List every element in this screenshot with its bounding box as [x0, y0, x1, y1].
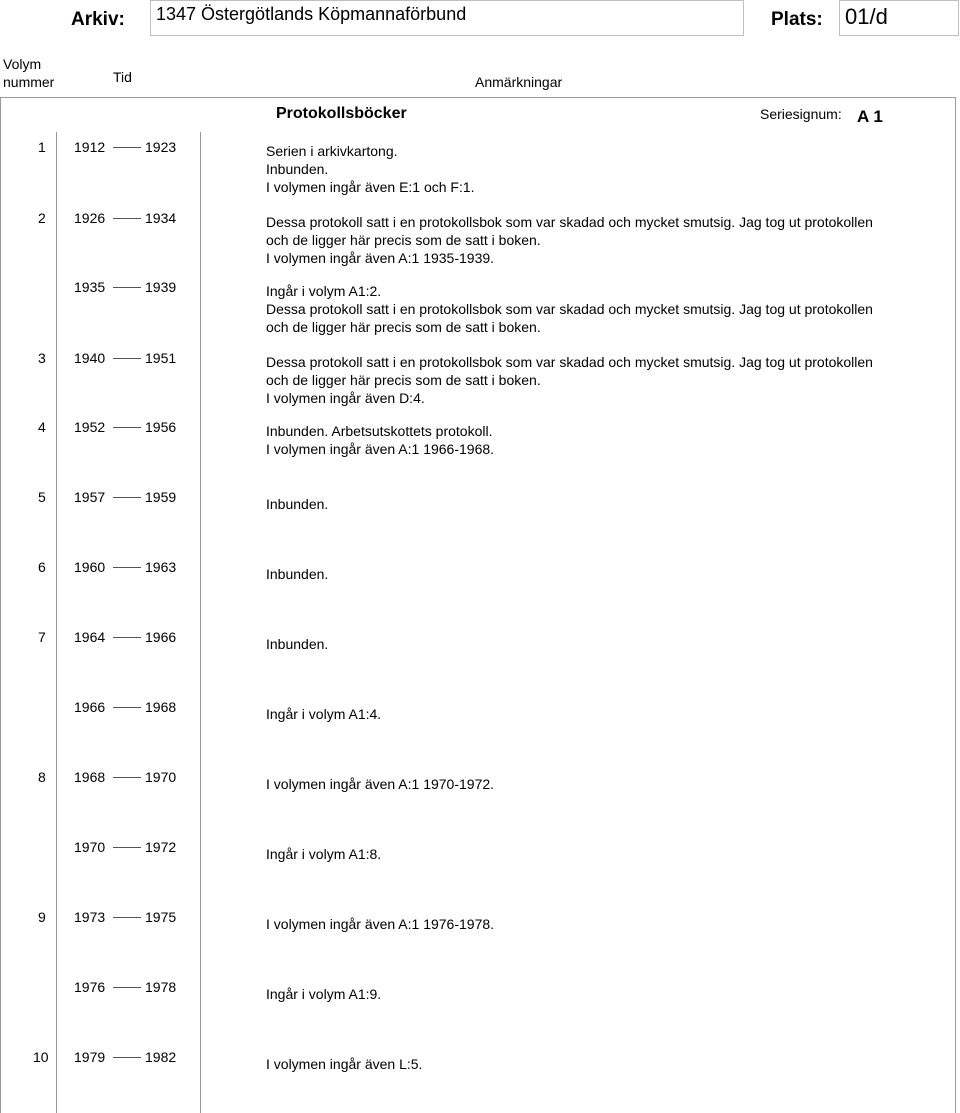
- remark-line: Inbunden. Arbetsutskottets protokoll.: [266, 423, 493, 439]
- series-signum-label: Seriesignum:: [760, 106, 842, 122]
- remark-line: Inbunden.: [266, 161, 329, 177]
- year-from: 1976: [74, 979, 106, 995]
- year-from: 1940: [74, 350, 106, 366]
- col-volym-line2: nummer: [3, 74, 55, 90]
- volume-number: 6: [38, 559, 46, 575]
- remark-line: I volymen ingår även D:4.: [266, 390, 425, 406]
- year-to: 1923: [145, 139, 177, 155]
- year-from: 1957: [74, 489, 106, 505]
- remark-line: och de ligger här precis som de satt i boken.: [266, 319, 541, 335]
- remark-line: I volymen ingår även A:1 1970-1972.: [266, 776, 495, 792]
- arkiv-label: Arkiv:: [71, 9, 125, 30]
- year-to: 1982: [145, 1049, 177, 1065]
- year-range-dash: [113, 777, 141, 778]
- volume-number: 10: [33, 1049, 49, 1065]
- volume-number: 3: [38, 350, 46, 366]
- year-range-dash: [113, 917, 141, 918]
- year-to: 1939: [145, 279, 177, 295]
- year-range-dash: [113, 567, 141, 568]
- remark-line: Inbunden.: [266, 636, 329, 652]
- remark-line: Dessa protokoll satt i en protokollsbok som var skadad och mycket smutsig. Jag tog ut protokollen: [266, 214, 873, 230]
- volume-number: 2: [38, 210, 46, 226]
- volume-number: 5: [38, 489, 46, 505]
- year-range-dash: [113, 147, 141, 148]
- year-range-dash: [113, 358, 141, 359]
- remark-line: Inbunden.: [266, 566, 329, 582]
- year-range-dash: [113, 637, 141, 638]
- col-anmarkningar: Anmärkningar: [475, 74, 563, 90]
- year-to: 1978: [145, 979, 177, 995]
- year-range-dash: [113, 497, 141, 498]
- year-from: 1966: [74, 699, 106, 715]
- series-title: Protokollsböcker: [276, 105, 407, 122]
- year-to: 1951: [145, 350, 177, 366]
- remark-line: I volymen ingår även A:1 1935-1939.: [266, 250, 495, 266]
- year-to: 1963: [145, 559, 177, 575]
- year-to: 1975: [145, 909, 177, 925]
- year-from: 1952: [74, 419, 106, 435]
- tid-column-divider: [200, 132, 201, 1113]
- remark-line: Dessa protokoll satt i en protokollsbok som var skadad och mycket smutsig. Jag tog ut protokollen: [266, 354, 873, 370]
- volume-number: 1: [38, 139, 46, 155]
- remark-line: I volymen ingår även L:5.: [266, 1056, 423, 1072]
- remark-line: och de ligger här precis som de satt i boken.: [266, 232, 541, 248]
- year-from: 1973: [74, 909, 106, 925]
- remark-line: I volymen ingår även E:1 och F:1.: [266, 179, 475, 195]
- year-to: 1934: [145, 210, 177, 226]
- top-rule: [0, 97, 956, 98]
- year-range-dash: [113, 987, 141, 988]
- remark-line: Ingår i volym A1:8.: [266, 846, 382, 862]
- year-from: 1970: [74, 839, 106, 855]
- remark-line: Ingår i volym A1:2.: [266, 283, 382, 299]
- remark-line: Ingår i volym A1:4.: [266, 706, 382, 722]
- remark-line: och de ligger här precis som de satt i boken.: [266, 372, 541, 388]
- col-tid: Tid: [113, 69, 132, 85]
- frame-right: [955, 97, 956, 1113]
- year-from: 1960: [74, 559, 106, 575]
- volume-number: 9: [38, 909, 46, 925]
- year-range-dash: [113, 1057, 141, 1058]
- year-to: 1970: [145, 769, 177, 785]
- year-range-dash: [113, 427, 141, 428]
- year-from: 1968: [74, 769, 106, 785]
- year-to: 1956: [145, 419, 177, 435]
- year-from: 1912: [74, 139, 106, 155]
- year-to: 1968: [145, 699, 177, 715]
- remark-line: Ingår i volym A1:9.: [266, 986, 382, 1002]
- arkiv-value: 1347 Östergötlands Köpmannaförbund: [156, 4, 467, 24]
- year-range-dash: [113, 218, 141, 219]
- year-to: 1972: [145, 839, 177, 855]
- year-to: 1966: [145, 629, 177, 645]
- year-from: 1979: [74, 1049, 106, 1065]
- remark-line: I volymen ingår även A:1 1966-1968.: [266, 441, 495, 457]
- year-from: 1926: [74, 210, 106, 226]
- frame-left: [0, 97, 1, 1113]
- volume-number: 8: [38, 769, 46, 785]
- year-range-dash: [113, 847, 141, 848]
- remark-line: Dessa protokoll satt i en protokollsbok som var skadad och mycket smutsig. Jag tog ut protokollen: [266, 301, 873, 317]
- col-volym-line1: Volym: [3, 56, 42, 72]
- year-from: 1935: [74, 279, 106, 295]
- year-range-dash: [113, 707, 141, 708]
- year-range-dash: [113, 287, 141, 288]
- remark-line: Serien i arkivkartong.: [266, 143, 398, 159]
- volume-number: 7: [38, 629, 46, 645]
- vol-column-divider: [56, 132, 57, 1113]
- plats-value: 01/d: [845, 4, 888, 29]
- volume-number: 4: [38, 419, 46, 435]
- year-to: 1959: [145, 489, 177, 505]
- year-from: 1964: [74, 629, 106, 645]
- series-signum-value: A 1: [857, 107, 883, 126]
- remark-line: I volymen ingår även A:1 1976-1978.: [266, 916, 495, 932]
- plats-label: Plats:: [771, 9, 823, 30]
- remark-line: Inbunden.: [266, 496, 329, 512]
